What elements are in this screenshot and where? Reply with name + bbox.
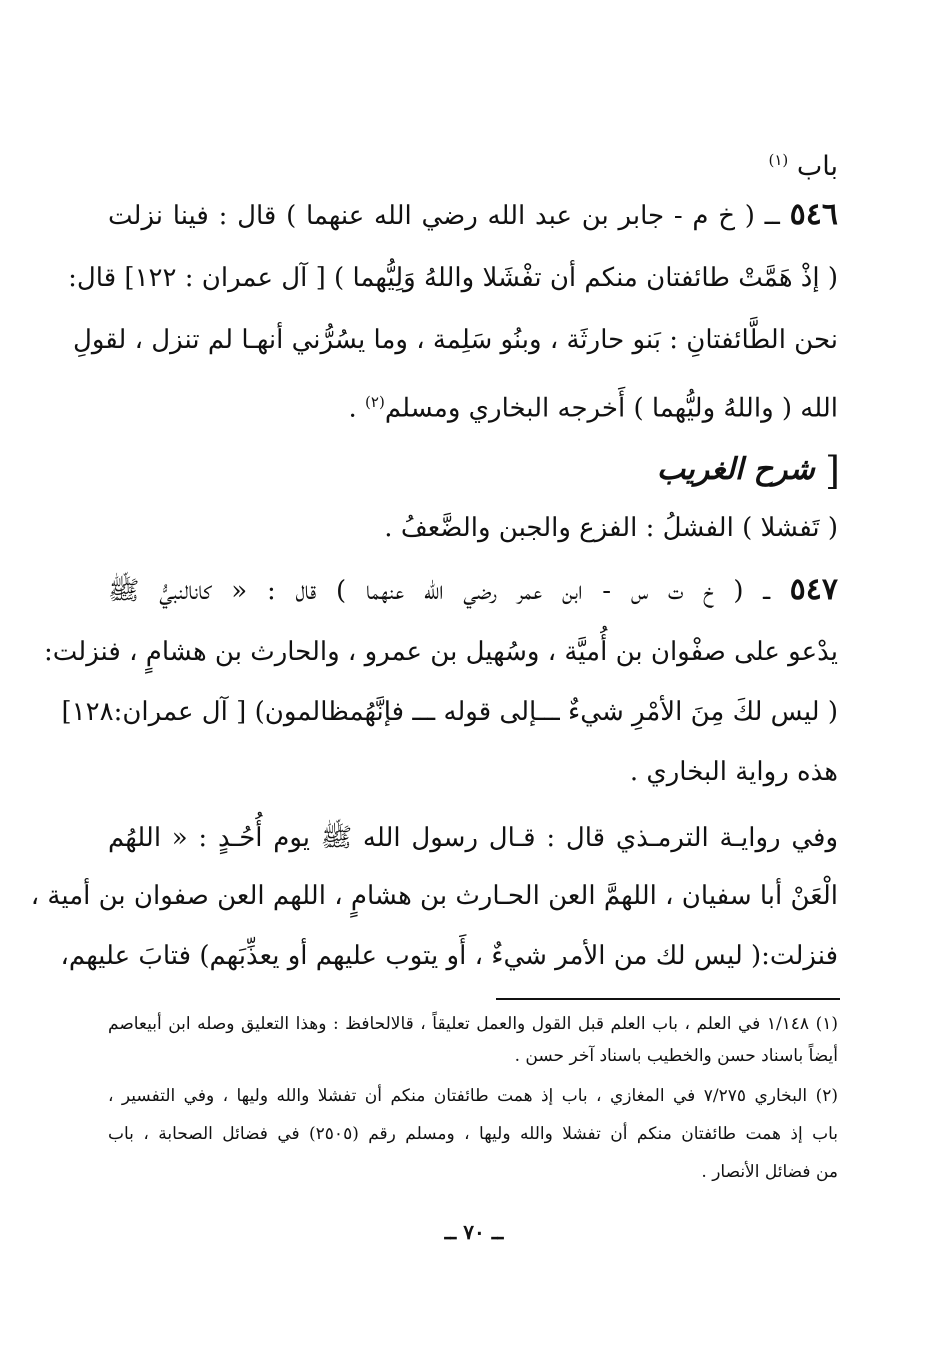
gharib-title: شرح الغريب bbox=[656, 452, 815, 487]
chapter-footnote-marker: (١) bbox=[768, 151, 789, 169]
hadith-547-dash: ــ bbox=[763, 576, 770, 606]
gharib-open-bracket: [ bbox=[825, 449, 840, 493]
hadith-546-line-4-text: الله ( واللهُ وليُّهما ) أَخرجه البخاري ومسلم bbox=[384, 393, 838, 424]
hadith-546-footnote-marker: (٢) bbox=[365, 393, 385, 411]
gharib-heading bbox=[657, 448, 840, 493]
chapter-label: باب bbox=[796, 151, 838, 182]
chapter-heading bbox=[108, 140, 838, 187]
footnote-separator bbox=[496, 998, 840, 1000]
footnote-2-line-2: باب إذ همت طائفتان منكم أن تفشلا والله وليها ، ومسلم رقم (٢٥٠٥) في فضائل الصحابة ، باب bbox=[108, 1124, 838, 1144]
footnote-1-line-1: (١) ١/١٤٨ في العلم ، باب العلم قبل القول والعمل تعليقاً ، قالالحافظ : وهذا التعليق وصله ابن أبيعاصم bbox=[108, 1014, 838, 1034]
tirmidhi-line-1: وفي روايـة الترمـذي قال : قـال رسول الله ﷺ يوم أُحُـدٍ : « اللهُم bbox=[108, 823, 838, 853]
hadith-546-line-4 bbox=[108, 382, 838, 429]
hadith-546-dash: ــ bbox=[764, 201, 780, 231]
hadith-546-sources: ( خ م - جابر بن عبد الله رضي الله عنهما ) قال : فينا نزلت bbox=[108, 201, 755, 231]
hadith-547-sources: ( خ ت س - ابن عمر رضي الله عنهما ) قال : « كانالنبيُّ ﷺ bbox=[108, 576, 744, 606]
hadith-546-line-2: ( إذْ هَمَّتْ طائفتان منكم أن تفْشَلا واللهُ وَلِيُّهما ) [ آل عمران : ١٢٢] قال: bbox=[68, 263, 838, 293]
footnote-1-line-2: أيضاً باسناد حسن والخطيب باسناد آخر حسن . bbox=[514, 1046, 838, 1066]
footnote-2-line-1: (٢) البخاري ٧/٢٧٥ في المغازي ، باب إذ همت طائفتان منكم أن تفشلا والله وليها ، وفي التفسير ، bbox=[108, 1086, 838, 1106]
gharib-text: ( تَفشلا ) الفشلُ : الفزع والجبن والضَّعفُ . bbox=[384, 513, 838, 543]
hadith-546-line-3: نحن الطَّائفتانِ : بَنو حارثَة ، وبنُو سَلِمة ، وما يسُرُّني أنهـا لم تنزل ، لقولِ bbox=[72, 325, 838, 355]
footnote-2-line-3: من فضائل الأنصار . bbox=[701, 1162, 838, 1182]
hadith-546-number: ٥٤٦ bbox=[789, 197, 839, 232]
hadith-547-line-4: هذه رواية البخاري . bbox=[629, 757, 838, 787]
hadith-546-line-4-end: . bbox=[348, 393, 357, 424]
hadith-547-number: ٥٤٧ bbox=[789, 572, 839, 607]
hadith-546-line-1 bbox=[108, 195, 838, 236]
page-number: ــ ٧٠ ــ bbox=[444, 1220, 504, 1244]
hadith-547-line-2: يدْعو على صفْوان بن أُميَّة ، وسُهيل بن عمرو ، والحارث بن هشامٍ ، فنزلت: bbox=[43, 637, 838, 667]
tirmidhi-line-2: الْعَنْ أبا سفيان ، اللهمَّ العن الحـارث بن هشامٍ ، اللهم العن صفوان بن أمية ، bbox=[30, 881, 838, 911]
hadith-547-line-3: ( ليس لكَ مِنَ الأمْرِ شيءٌ ـــإلى قوله ـــ فإنَّهُمظالمون) [ آل عمران:١٢٨] bbox=[61, 697, 838, 727]
hadith-547-line-1 bbox=[108, 570, 838, 611]
tirmidhi-line-3: فنزلت:( ليس لك من الأمر شيءٌ ، أَو يتوب عليهم أو يعذِّبَهم) فتابَ عليهم، bbox=[60, 941, 838, 971]
